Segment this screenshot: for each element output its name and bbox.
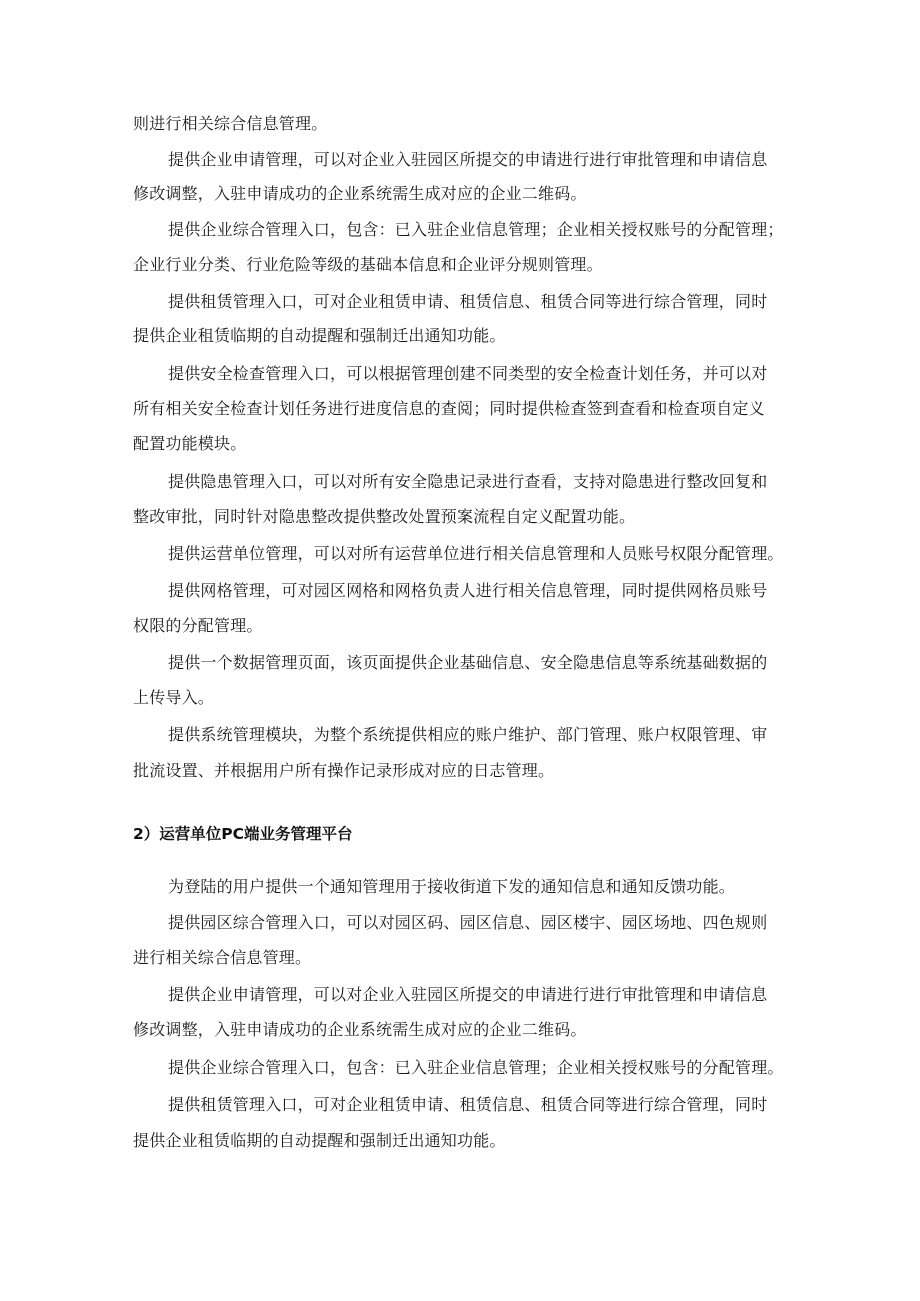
- paragraph-line: 整改审批，同时针对隐患整改提供整改处置预案流程自定义配置功能。: [133, 507, 636, 526]
- paragraph-line: 权限的分配管理。: [133, 616, 263, 635]
- section-heading: 2）运营单位PC端业务管理平台: [133, 825, 353, 843]
- paragraph-line: 进行相关综合信息管理。: [133, 948, 312, 967]
- paragraph-line: 配置功能模块。: [133, 434, 247, 453]
- paragraph-line: 提供一个数据管理页面，该页面提供企业基础信息、安全隐患信息等系统基础数据的: [168, 653, 768, 672]
- paragraph-line: 提供系统管理模块，为整个系统提供相应的账户维护、部门管理、账户权限管理、审: [168, 725, 768, 744]
- paragraph-line: 提供园区综合管理入口，可以对园区码、园区信息、园区楼宇、园区场地、四色规则: [168, 913, 768, 932]
- paragraph-line: 提供企业综合管理入口，包含：已入驻企业信息管理；企业相关授权账号的分配管理。: [168, 1058, 784, 1077]
- paragraph-line: 所有相关安全检查计划任务进行进度信息的查阅；同时提供检查签到查看和检查项自定义: [133, 399, 765, 418]
- paragraph-line: 为登陆的用户提供一个通知管理用于接收街道下发的通知信息和通知反馈功能。: [168, 877, 736, 896]
- paragraph-line: 修改调整，入驻申请成功的企业系统需生成对应的企业二维码。: [133, 184, 587, 203]
- paragraph-line: 修改调整，入驻申请成功的企业系统需生成对应的企业二维码。: [133, 1020, 587, 1039]
- paragraph-line: 提供隐患管理入口，可以对所有安全隐患记录进行查看，支持对隐患进行整改回复和: [168, 472, 768, 491]
- paragraph-line: 企业行业分类、行业危险等级的基础本信息和企业评分规则管理。: [133, 255, 603, 274]
- paragraph-line: 提供企业租赁临期的自动提醒和强制迁出通知功能。: [133, 326, 506, 345]
- paragraph-line: 则进行相关综合信息管理。: [133, 114, 328, 133]
- paragraph-line: 提供企业申请管理，可以对企业入驻园区所提交的申请进行进行审批管理和申请信息: [168, 150, 768, 169]
- paragraph-line: 提供企业综合管理入口，包含：已入驻企业信息管理；企业相关授权账号的分配管理；: [168, 220, 784, 239]
- paragraph-line: 提供安全检查管理入口，可以根据管理创建不同类型的安全检查计划任务，并可以对: [168, 364, 768, 383]
- paragraph-line: 提供租赁管理入口，可对企业租赁申请、租赁信息、租赁合同等进行综合管理，同时: [168, 1095, 768, 1114]
- paragraph-line: 提供企业申请管理，可以对企业入驻园区所提交的申请进行进行审批管理和申请信息: [168, 985, 768, 1004]
- paragraph-line: 批流设置、并根据用户所有操作记录形成对应的日志管理。: [133, 761, 555, 780]
- paragraph-line: 提供企业租赁临期的自动提醒和强制迁出通知功能。: [133, 1131, 506, 1150]
- paragraph-line: 上传导入。: [133, 688, 215, 707]
- paragraph-line: 提供租赁管理入口，可对企业租赁申请、租赁信息、租赁合同等进行综合管理，同时: [168, 292, 768, 311]
- paragraph-line: 提供网格管理，可对园区网格和网格负责人进行相关信息管理，同时提供网格员账号: [168, 581, 768, 600]
- paragraph-line: 提供运营单位管理，可以对所有运营单位进行相关信息管理和人员账号权限分配管理。: [168, 544, 784, 563]
